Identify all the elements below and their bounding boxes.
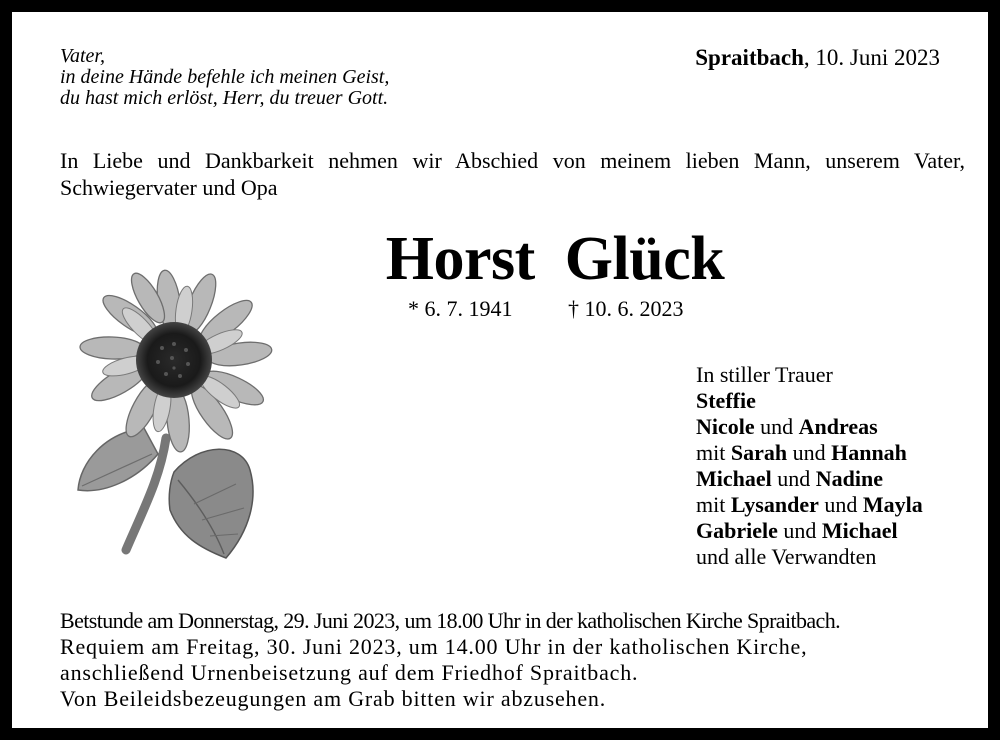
service-line: Betstunde am Donnerstag, 29. Juni 2023, um 18.00 Uhr in der katholischen Kirche Spraitbach. [60,608,841,633]
mourner-line [696,414,923,440]
connector: und [760,414,794,439]
connector: und [792,440,826,465]
mourner-name: Michael [696,466,772,491]
mourner-name: Michael [821,518,898,543]
verse-line: in deine Hände befehle ich meinen Geist, [60,66,390,88]
mourners-closing: und alle Verwandten [696,544,877,569]
connector: mit [696,440,726,465]
connector: und [783,518,817,543]
mourner-line [696,492,923,518]
place: Spraitbach [695,45,804,70]
connector: mit [696,492,726,517]
verse-line: du hast mich erlöst, Herr, du treuer Gott. [60,87,389,109]
mourner-name: Sarah [730,440,788,465]
mourner-name: Gabriele [696,518,778,543]
bible-verse [60,46,389,109]
date: , 10. Juni 2023 [803,45,940,70]
mourner-name: Nadine [815,466,884,491]
verse-line: Vater, [60,45,105,67]
service-line: Von Beileidsbezeugungen am Grab bitten wir abzusehen. [60,686,607,711]
sunflower-icon [74,258,274,568]
mourner-name: Mayla [862,492,923,517]
mourner-line [696,518,923,544]
service-info [60,608,970,712]
connector: und [824,492,858,517]
mourner-name: Lysander [730,492,819,517]
mourner-name: Andreas [798,414,878,439]
intro-text: In Liebe und Dankbarkeit nehmen wir Abschied von meinem lieben Mann, unserem Vater, Schwiegervater und Opa [60,148,965,200]
mourner-name: Nicole [696,414,755,439]
connector: und [777,466,811,491]
service-line: anschließend Urnenbeisetzung auf dem Friedhof Spraitbach. [60,660,639,685]
deceased-name: Horst Glück [385,225,725,293]
mourner-line [696,466,923,492]
place-and-date [695,45,940,71]
mourners-list [696,362,923,570]
mourner-name: Steffie [696,388,756,413]
mourner-line [696,388,923,414]
mourners-heading: In stiller Trauer [696,362,833,387]
mourner-line [696,440,923,466]
death-date: † 10. 6. 2023 [568,296,684,321]
mourner-name: Hannah [831,440,907,465]
birth-date: * 6. 7. 1941 [408,296,513,321]
service-line: Requiem am Freitag, 30. Juni 2023, um 14.00 Uhr in der katholischen Kirche, [60,634,808,659]
